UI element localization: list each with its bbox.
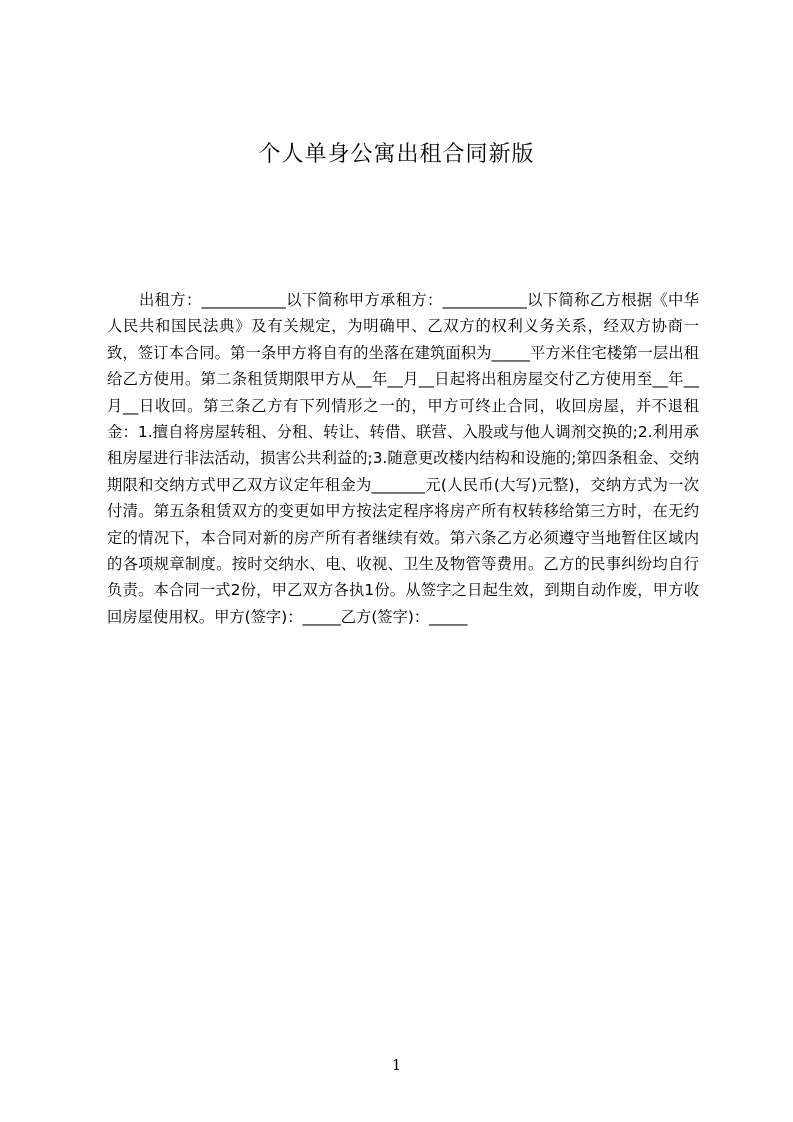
document-title: 个人单身公寓出租合同新版 (258, 142, 535, 167)
contract-body-paragraph: 出租方：___________以下简称甲方承租方：___________以下简称乙方根据《中华人民共和国民法典》及有关规定，为明确甲、乙双方的权利义务关系，经双方协商一致，签订本合同。第一条甲方将自有的坐落在建筑面积为_____平方米住宅楼第一层出租给乙方使用。第二条租赁期限甲方从__年__月__日起将出租房屋交付乙方使用至__年__月__日收回。第三条乙方有下列情形之一的，甲方可终止合同，收回房屋，并不退租金：1.擅自将房屋转租、分租、转让、转借、联营、入股或与他人调剂交换的;2.利用承租房屋进行非法活动，损害公共利益的;3.随意更改楼内结构和设施的;第四条租金、交纳期限和交纳方式甲乙双方议定年租金为_______元(人民币(大写)元整)，交纳方式为一次付清。第五条租赁双方的变更如甲方按法定程序将房产所有权转移给第三方时，在无约定的情况下，本合同对新的房产所有者继续有效。第六条乙方必须遵守当地暂住区域内的各项规章制度。按时交纳水、电、收视、卫生及物管等费用。乙方的民事纠纷均自行负责。本合同一式2份，甲乙双方各执1份。从签字之日起生效，到期自动作废，甲方收回房屋使用权。甲方(签字)：_____乙方(签字)：_____ (107, 291, 699, 626)
page-number: 1 (391, 1056, 402, 1074)
